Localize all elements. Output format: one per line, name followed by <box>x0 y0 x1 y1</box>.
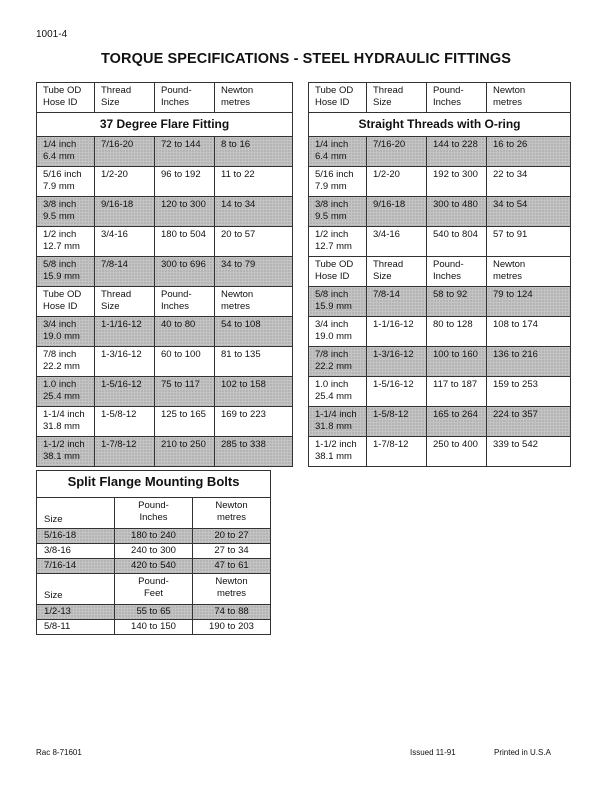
table-row <box>37 529 271 544</box>
table-cell: 3/8 inch 9.5 mm <box>37 197 95 227</box>
footer-printed-in: Printed in U.S.A <box>494 748 551 757</box>
table-cell: 7/8-14 <box>367 287 427 317</box>
header-cell: Pound- Feet <box>115 574 193 605</box>
table-cell: 72 to 144 <box>155 137 215 167</box>
table-cell: 1-5/8-12 <box>367 407 427 437</box>
table-cell: 300 to 480 <box>427 197 487 227</box>
header-cell: Pound- Inches <box>427 83 487 113</box>
table-cell: 1/2-20 <box>95 167 155 197</box>
header-cell: Pound- Inches <box>115 498 193 529</box>
header-cell: Pound- Inches <box>427 257 487 287</box>
table-cell: 1-1/2 inch 38.1 mm <box>37 437 95 467</box>
table-cell: 8 to 16 <box>215 137 293 167</box>
table-cell: 55 to 65 <box>115 605 193 620</box>
table-cell: 108 to 174 <box>487 317 571 347</box>
section-title: 37 Degree Flare Fitting <box>37 113 293 137</box>
table-cell: 250 to 400 <box>427 437 487 467</box>
header-cell: Newton metres <box>487 257 571 287</box>
table-row <box>309 407 571 437</box>
table-cell: 5/8 inch 15.9 mm <box>309 287 367 317</box>
header-cell: Newton metres <box>215 83 293 113</box>
table-cell: 9/16-18 <box>367 197 427 227</box>
table-cell: 27 to 34 <box>193 544 271 559</box>
table-cell: 3/8-16 <box>37 544 115 559</box>
table-cell: 192 to 300 <box>427 167 487 197</box>
table-cell: 74 to 88 <box>193 605 271 620</box>
section-title: Straight Threads with O-ring <box>309 113 571 137</box>
table-cell: 22 to 34 <box>487 167 571 197</box>
table-cell: 180 to 240 <box>115 529 193 544</box>
table-cell: 224 to 357 <box>487 407 571 437</box>
table-row <box>37 605 271 620</box>
table-cell: 7/16-20 <box>95 137 155 167</box>
table-cell: 125 to 165 <box>155 407 215 437</box>
table-cell: 3/8 inch 9.5 mm <box>309 197 367 227</box>
table-row <box>37 544 271 559</box>
table-cell: 240 to 300 <box>115 544 193 559</box>
table-cell: 1/2 inch 12.7 mm <box>37 227 95 257</box>
table-subheader-row <box>37 574 271 605</box>
table-cell: 102 to 158 <box>215 377 293 407</box>
table-cell: 11 to 22 <box>215 167 293 197</box>
page-number: 1001-4 <box>36 29 68 40</box>
table-cell: 1-3/16-12 <box>367 347 427 377</box>
table-row <box>309 347 571 377</box>
page-title: TORQUE SPECIFICATIONS - STEEL HYDRAULIC FITTINGS <box>100 51 511 67</box>
table-cell: 1.0 inch 25.4 mm <box>37 377 95 407</box>
table-cell: 180 to 504 <box>155 227 215 257</box>
table-row <box>37 559 271 574</box>
table-cell: 7/8-14 <box>95 257 155 287</box>
table-subheader-row <box>37 287 293 317</box>
footer-issued-date: Issued 11-91 <box>410 748 456 757</box>
header-cell: Newton metres <box>487 83 571 113</box>
header-cell: Tube OD Hose ID <box>37 287 95 317</box>
table-row <box>309 227 571 257</box>
table-subheader-row <box>309 257 571 287</box>
footer-document-number: Rac 8-71601 <box>36 748 82 757</box>
table-cell: 5/16 inch 7.9 mm <box>309 167 367 197</box>
table-cell: 34 to 54 <box>487 197 571 227</box>
table-cell: 1-1/16-12 <box>367 317 427 347</box>
section-title: Split Flange Mounting Bolts <box>37 471 271 498</box>
table-cell: 79 to 124 <box>487 287 571 317</box>
table-cell: 1/2-13 <box>37 605 115 620</box>
table-cell: 96 to 192 <box>155 167 215 197</box>
table-cell: 285 to 338 <box>215 437 293 467</box>
split-flange-bolts-table <box>36 470 271 635</box>
table-cell: 420 to 540 <box>115 559 193 574</box>
table-cell: 58 to 92 <box>427 287 487 317</box>
table-cell: 1-5/16-12 <box>95 377 155 407</box>
table-row <box>37 377 293 407</box>
table-cell: 1-1/2 inch 38.1 mm <box>309 437 367 467</box>
table-cell: 120 to 300 <box>155 197 215 227</box>
table-cell: 1-1/16-12 <box>95 317 155 347</box>
header-cell: Size <box>37 498 115 529</box>
table-cell: 5/8-11 <box>37 620 115 635</box>
header-cell: Newton metres <box>193 498 271 529</box>
table-row <box>37 347 293 377</box>
table-cell: 7/8 inch 22.2 mm <box>309 347 367 377</box>
table-cell: 5/16 inch 7.9 mm <box>37 167 95 197</box>
table-cell: 40 to 80 <box>155 317 215 347</box>
flare-fitting-table <box>36 82 293 467</box>
table-cell: 300 to 696 <box>155 257 215 287</box>
table-row <box>309 317 571 347</box>
table-row <box>37 407 293 437</box>
table-header-row <box>37 83 293 113</box>
table-cell: 34 to 79 <box>215 257 293 287</box>
table-header-row <box>309 83 571 113</box>
table-cell: 210 to 250 <box>155 437 215 467</box>
table-cell: 5/16-18 <box>37 529 115 544</box>
table-row <box>309 437 571 467</box>
table-cell: 7/16-20 <box>367 137 427 167</box>
table-cell: 1.0 inch 25.4 mm <box>309 377 367 407</box>
table-cell: 9/16-18 <box>95 197 155 227</box>
header-cell: Newton metres <box>193 574 271 605</box>
table-cell: 1-1/4 inch 31.8 mm <box>309 407 367 437</box>
table-cell: 1-1/4 inch 31.8 mm <box>37 407 95 437</box>
table-cell: 7/16-14 <box>37 559 115 574</box>
table-row <box>37 620 271 635</box>
table-cell: 1-5/16-12 <box>367 377 427 407</box>
table-cell: 100 to 160 <box>427 347 487 377</box>
table-cell: 190 to 203 <box>193 620 271 635</box>
table-cell: 75 to 117 <box>155 377 215 407</box>
table-cell: 16 to 26 <box>487 137 571 167</box>
table-cell: 3/4 inch 19.0 mm <box>37 317 95 347</box>
table-cell: 1/4 inch 6.4 mm <box>309 137 367 167</box>
table-cell: 140 to 150 <box>115 620 193 635</box>
table-cell: 3/4 inch 19.0 mm <box>309 317 367 347</box>
header-cell: Thread Size <box>367 257 427 287</box>
table-cell: 540 to 804 <box>427 227 487 257</box>
table-row <box>37 137 293 167</box>
header-cell: Tube OD Hose ID <box>309 257 367 287</box>
table-cell: 169 to 223 <box>215 407 293 437</box>
table-cell: 1-7/8-12 <box>95 437 155 467</box>
table-row <box>309 137 571 167</box>
table-cell: 60 to 100 <box>155 347 215 377</box>
table-cell: 159 to 253 <box>487 377 571 407</box>
header-cell: Pound- Inches <box>155 287 215 317</box>
table-cell: 57 to 91 <box>487 227 571 257</box>
table-cell: 136 to 216 <box>487 347 571 377</box>
table-cell: 1/2 inch 12.7 mm <box>309 227 367 257</box>
table-cell: 339 to 542 <box>487 437 571 467</box>
table-cell: 3/4-16 <box>95 227 155 257</box>
table-cell: 165 to 264 <box>427 407 487 437</box>
header-cell: Size <box>37 574 115 605</box>
header-cell: Thread Size <box>95 287 155 317</box>
header-cell: Thread Size <box>367 83 427 113</box>
o-ring-table <box>308 82 571 467</box>
table-cell: 1/4 inch 6.4 mm <box>37 137 95 167</box>
table-cell: 117 to 187 <box>427 377 487 407</box>
table-row <box>37 437 293 467</box>
header-cell: Thread Size <box>95 83 155 113</box>
table-cell: 1-5/8-12 <box>95 407 155 437</box>
table-row <box>309 197 571 227</box>
table-cell: 5/8 inch 15.9 mm <box>37 257 95 287</box>
table-header-row <box>37 498 271 529</box>
header-cell: Newton metres <box>215 287 293 317</box>
header-cell: Tube OD Hose ID <box>309 83 367 113</box>
table-cell: 1-3/16-12 <box>95 347 155 377</box>
table-cell: 54 to 108 <box>215 317 293 347</box>
table-row <box>37 167 293 197</box>
table-row <box>37 257 293 287</box>
header-cell: Pound- Inches <box>155 83 215 113</box>
table-cell: 80 to 128 <box>427 317 487 347</box>
table-cell: 1/2-20 <box>367 167 427 197</box>
table-cell: 7/8 inch 22.2 mm <box>37 347 95 377</box>
table-row <box>309 377 571 407</box>
table-cell: 3/4-16 <box>367 227 427 257</box>
table-cell: 144 to 228 <box>427 137 487 167</box>
table-row <box>37 227 293 257</box>
table-row <box>309 287 571 317</box>
table-cell: 81 to 135 <box>215 347 293 377</box>
table-row <box>37 317 293 347</box>
table-cell: 14 to 34 <box>215 197 293 227</box>
table-cell: 20 to 27 <box>193 529 271 544</box>
table-row <box>309 167 571 197</box>
table-row <box>37 197 293 227</box>
header-cell: Tube OD Hose ID <box>37 83 95 113</box>
table-cell: 20 to 57 <box>215 227 293 257</box>
table-cell: 1-7/8-12 <box>367 437 427 467</box>
table-cell: 47 to 61 <box>193 559 271 574</box>
